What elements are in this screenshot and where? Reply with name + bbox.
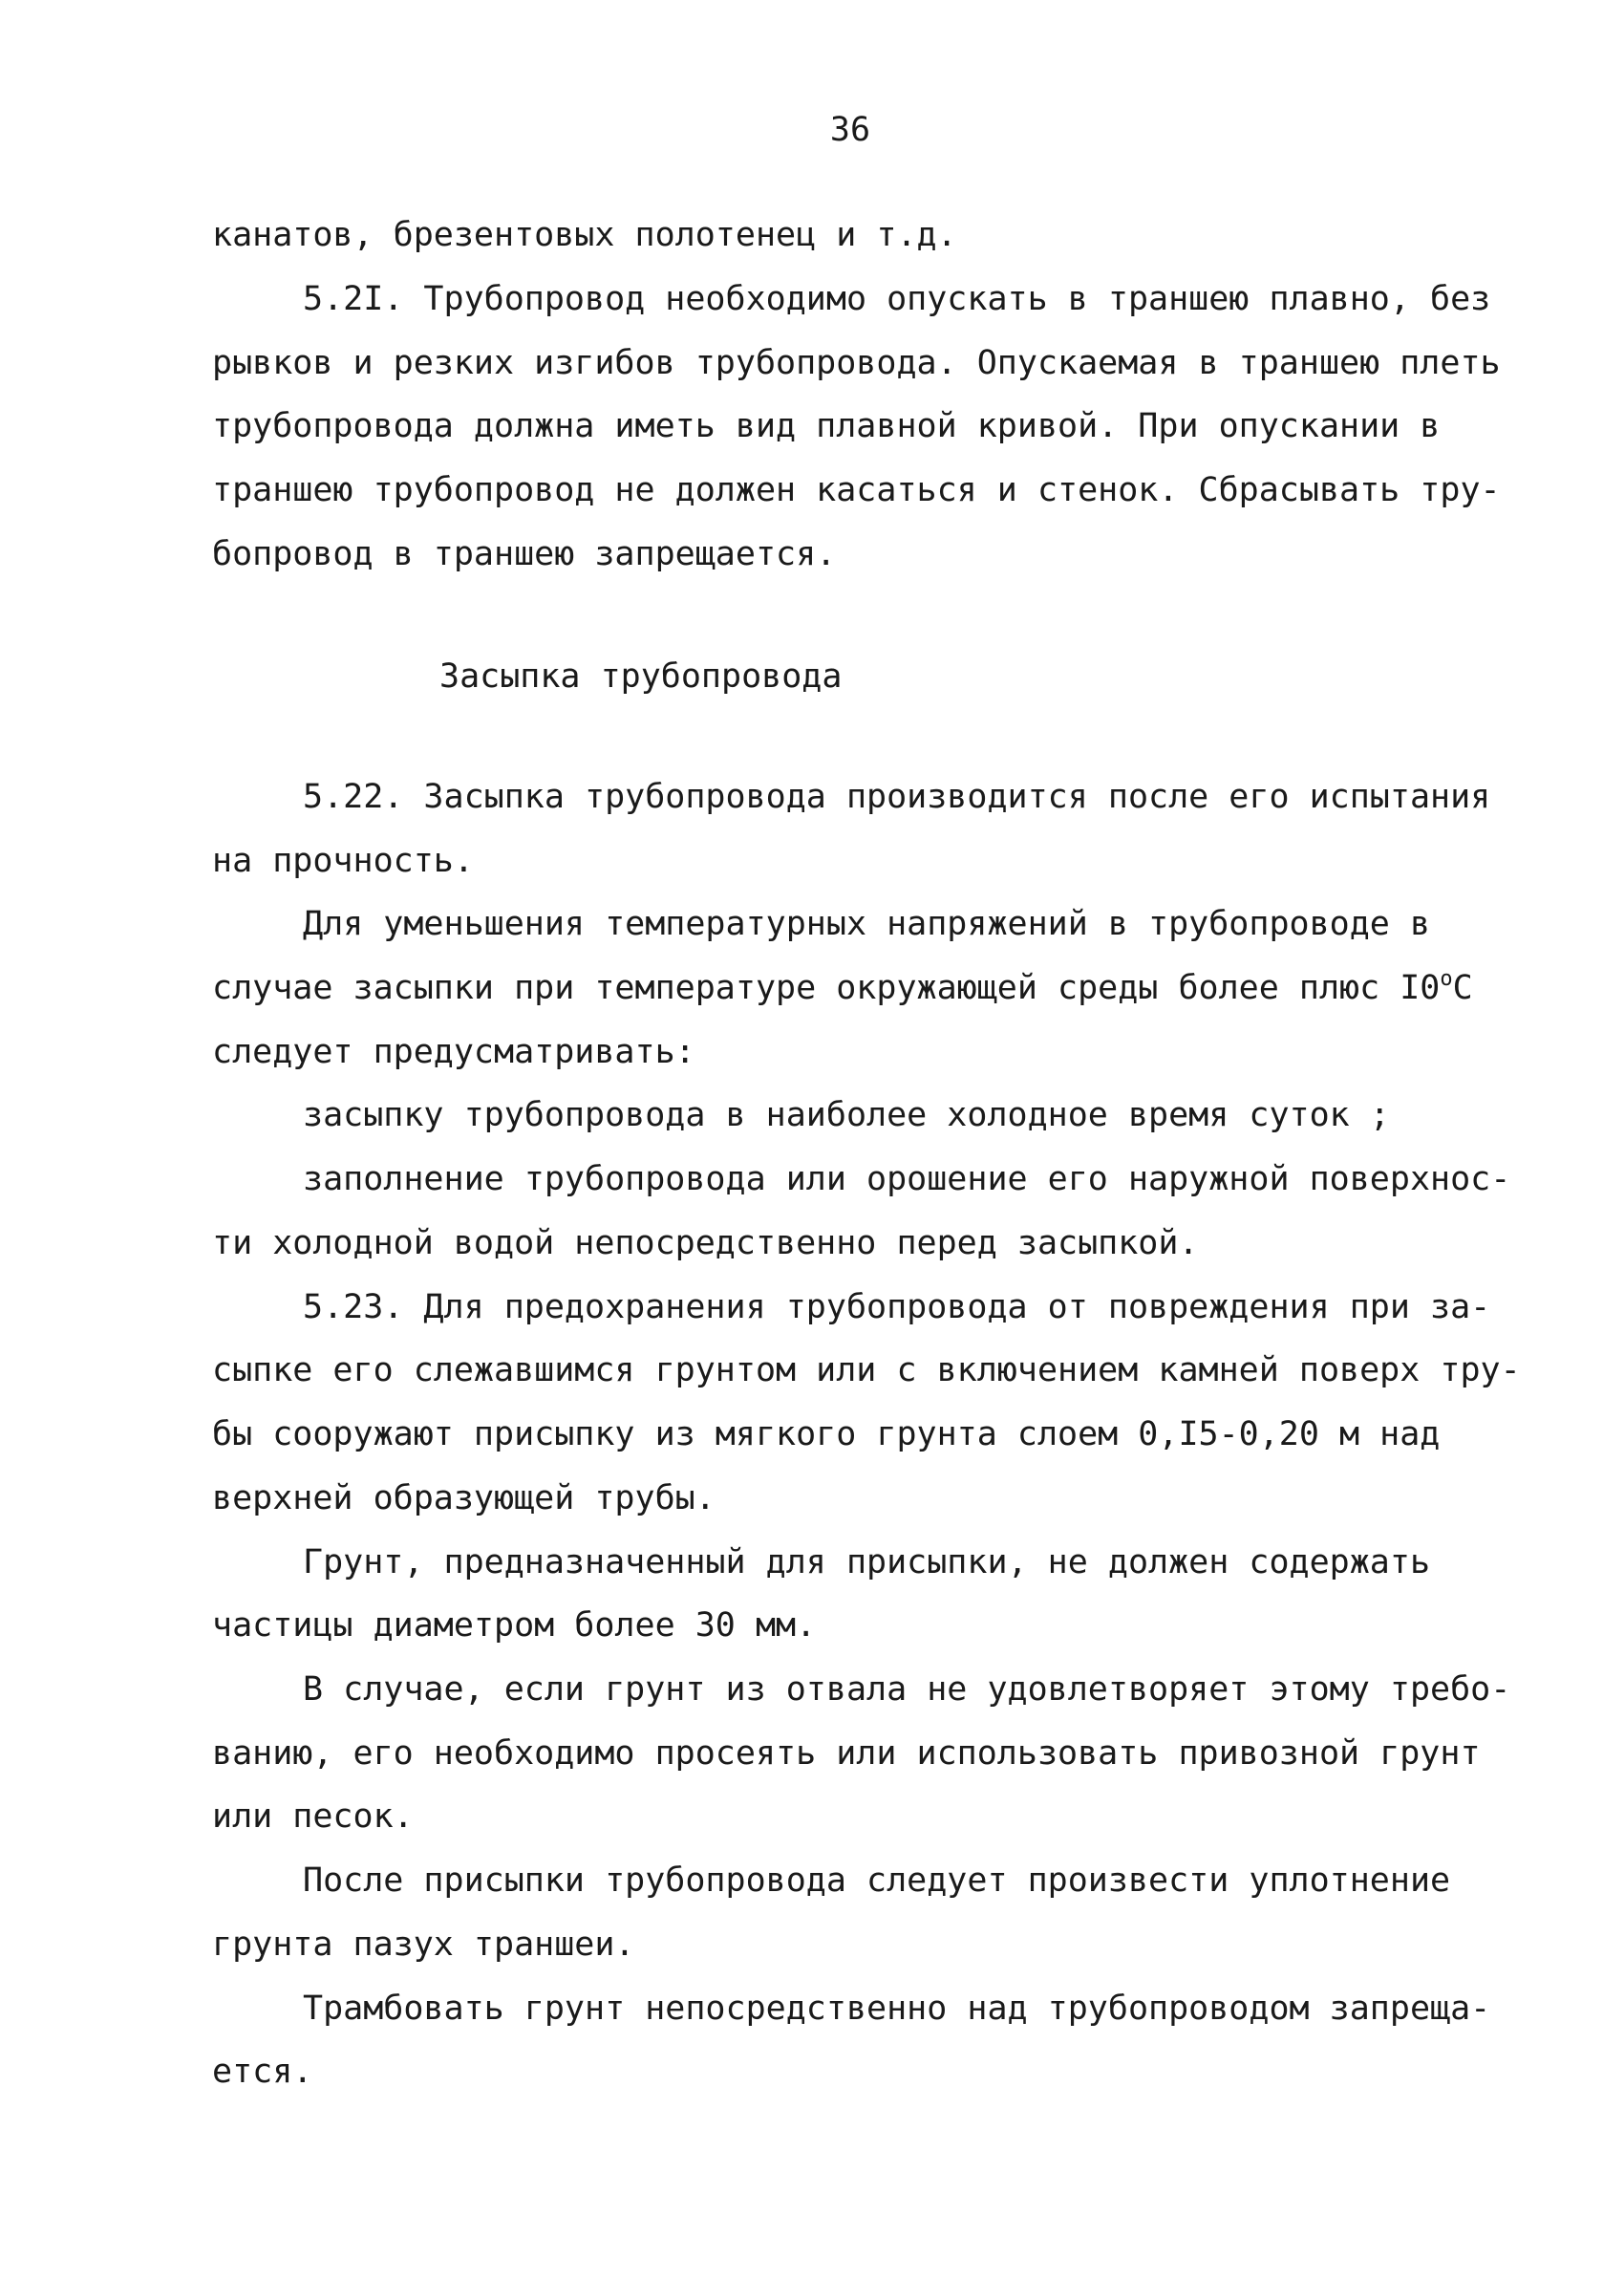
paragraph-5-23-line: 5.23. Для предохранения трубопровода от повреждения при за- bbox=[303, 1288, 1491, 1326]
text-line: В случае, если грунт из отвала не удовлетворяет этому требо- bbox=[303, 1670, 1511, 1709]
list-item: засыпку трубопровода в наиболее холодное время суток ; bbox=[303, 1096, 1390, 1134]
text-line: частицы диаметром более 30 мм. bbox=[212, 1606, 817, 1645]
text-line: ванию, его необходимо просеять или использовать привозной грунт bbox=[212, 1734, 1481, 1773]
text-line: канатов, брезентовых полотенец и т.д. bbox=[212, 216, 957, 254]
list-item: заполнение трубопровода или орошение его наружной поверхнос- bbox=[303, 1160, 1511, 1198]
text-line-temperature bbox=[212, 957, 1473, 1019]
text-line: рывков и резких изгибов трубопровода. Опускаемая в траншею плеть bbox=[212, 344, 1501, 382]
text-line: следует предусматривать: bbox=[212, 1033, 695, 1071]
text-line: бопровод в траншею запрещается. bbox=[212, 535, 837, 573]
text-line: Для уменьшения температурных напряжений в трубопроводе в bbox=[303, 905, 1431, 943]
section-heading: Засыпка трубопровода bbox=[439, 657, 843, 696]
degree-sign: о bbox=[1440, 967, 1453, 991]
text-line: на прочность. bbox=[212, 842, 474, 880]
text-line: Трамбовать грунт непосредственно над трубопроводом запреща- bbox=[303, 1990, 1491, 2028]
text-line: грунта пазух траншеи. bbox=[212, 1925, 635, 1964]
text-line: верхней образующей трубы. bbox=[212, 1479, 716, 1517]
text-line: сыпке его слежавшимся грунтом или с включением камней поверх тру- bbox=[212, 1351, 1521, 1389]
text-line: ти холодной водой непосредственно перед засыпкой. bbox=[212, 1224, 1199, 1262]
paragraph-5-21-line: 5.2I. Трубопровод необходимо опускать в траншею плавно, без bbox=[303, 280, 1491, 318]
text-line: трубопровода должна иметь вид плавной кривой. При опускании в bbox=[212, 407, 1441, 445]
celsius-letter: С bbox=[1452, 969, 1473, 1007]
paragraph-5-22-line: 5.22. Засыпка трубопровода производится после его испытания bbox=[303, 778, 1491, 816]
page-number: 36 bbox=[829, 111, 871, 149]
text-line: Грунт, предназначенный для присыпки, не должен содержать bbox=[303, 1543, 1431, 1581]
text-line: После присыпки трубопровода следует произвести уплотнение bbox=[303, 1861, 1451, 1900]
text-line: бы сооружают присыпку из мягкого грунта слоем 0,I5-0,20 м над bbox=[212, 1415, 1441, 1453]
text-line: или песок. bbox=[212, 1797, 414, 1836]
text-line: ется. bbox=[212, 2053, 313, 2091]
temperature-text: случае засыпки при температуре окружающей среды более плюс I0 bbox=[212, 969, 1441, 1007]
text-line: траншею трубопровод не должен касаться и стенок. Сбрасывать тру- bbox=[212, 471, 1501, 509]
